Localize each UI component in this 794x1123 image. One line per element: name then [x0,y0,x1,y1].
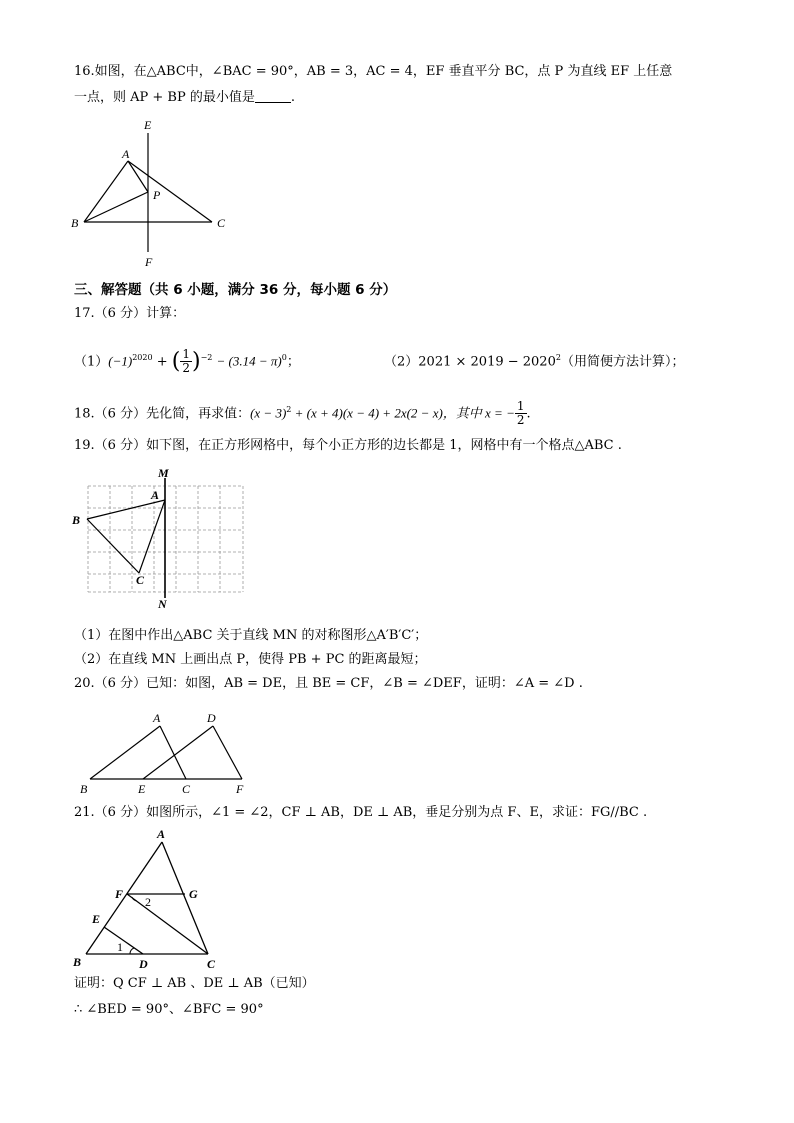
label-d: D [207,711,216,725]
q17-p2-number: （2） [384,354,419,370]
q17-p1-end: ； [286,354,300,370]
q17-p1-term-a: (−1) [108,353,133,369]
label-1: 1 [117,940,123,954]
label-a: A [153,711,161,725]
q18-expr-b: + (x + 4)(x − 4) + 2x(2 − x)，其中 x = − [291,405,515,421]
label-e: E [144,118,152,132]
q17-p2-exp: 2 [555,353,561,362]
q19-head: 19.（6 分）如下图，在正方形网格中，每个小正方形的边长都是 1，网格中有一个格点△ABC . [74,438,622,453]
q17-p1-term-c: − (3.14 − π) [216,353,282,369]
frac-num: 1 [182,347,190,362]
q17-p2-expr: 2021 × 2019 − 2020 [418,354,556,370]
q17-p2-note: （用简便方法计算）； [560,354,685,370]
label-a: A [122,147,130,161]
label-g: G [189,887,198,901]
label-f: F [236,782,244,796]
label-b: B [73,955,82,969]
label-c: C [182,782,191,796]
label-b: B [71,216,79,230]
label-n: N [158,597,167,611]
q16-line1: 16.如图，在△ABC中，∠BAC = 90°，AB = 3，AC = 4，EF 垂直平分 BC，点 P 为直线 EF 上任意 [74,64,673,79]
label-c: C [136,573,145,587]
q19-sub2: （2）在直线 MN 上画出点 P，使得 PB + PC 的距离最短； [74,652,427,667]
q20-head: 20.（6 分）已知：如图，AB = DE，且 BE = CF，∠B = ∠DEF，证明：∠A = ∠D . [74,676,583,691]
frac-den: 2 [516,413,525,428]
label-e: E [92,912,101,926]
q18-expr-a-exp: 2 [286,405,292,414]
q17-p1-number: （1） [74,354,109,370]
label-e: E [138,782,146,796]
q21-proof-line1: 证明：Q CF ⊥ AB 、DE ⊥ AB（已知） [74,976,315,991]
label-b: B [72,513,81,527]
q17-p1-paren-close: ) [192,348,201,374]
label-p: P [153,188,161,202]
q18-end: . [526,406,531,422]
q17-p1-exp-c: 0 [281,353,287,362]
q16-line2-post: . [290,90,295,105]
frac-num: 1 [516,399,525,414]
q21-proof-line2: ∴ ∠BED = 90°、∠BFC = 90° [74,1002,264,1017]
frac-den: 2 [182,361,190,376]
label-b: B [80,782,88,796]
q17-p1-exp-b: −2 [200,353,213,362]
q17-p1-plus: + [156,354,168,370]
segment-ed [104,927,143,954]
label-c: C [217,216,226,230]
angle-1-arc [130,948,134,954]
label-m: M [158,466,169,480]
q17-head: 17.（6 分）计算： [74,306,186,321]
label-a: A [157,827,166,841]
label-d: D [139,957,148,971]
q21-head: 21.（6 分）如图所示，∠1 = ∠2，CF ⊥ AB，DE ⊥ AB，垂足分别为点 F、E，求证：FG//BC . [74,805,648,820]
label-2: 2 [145,895,151,909]
q19-sub1: （1）在图中作出△ABC 关于直线 MN 的对称图形△A′B′C′； [74,628,428,643]
label-f: F [115,887,124,901]
label-c: C [207,957,216,971]
q18-expr-a: (x − 3) [250,405,287,421]
label-f: F [145,255,153,269]
q17-p1-paren-open: ( [171,348,181,374]
section-title: 三、解答题（共 6 小题，满分 36 分，每小题 6 分） [74,282,397,298]
q16-line2-pre: 一点，则 AP + BP 的最小值是 [74,90,255,105]
q17-p1-exp-a: 2020 [132,353,153,362]
q18-head: 18.（6 分）先化简，再求值： [74,406,251,422]
label-a: A [151,488,160,502]
